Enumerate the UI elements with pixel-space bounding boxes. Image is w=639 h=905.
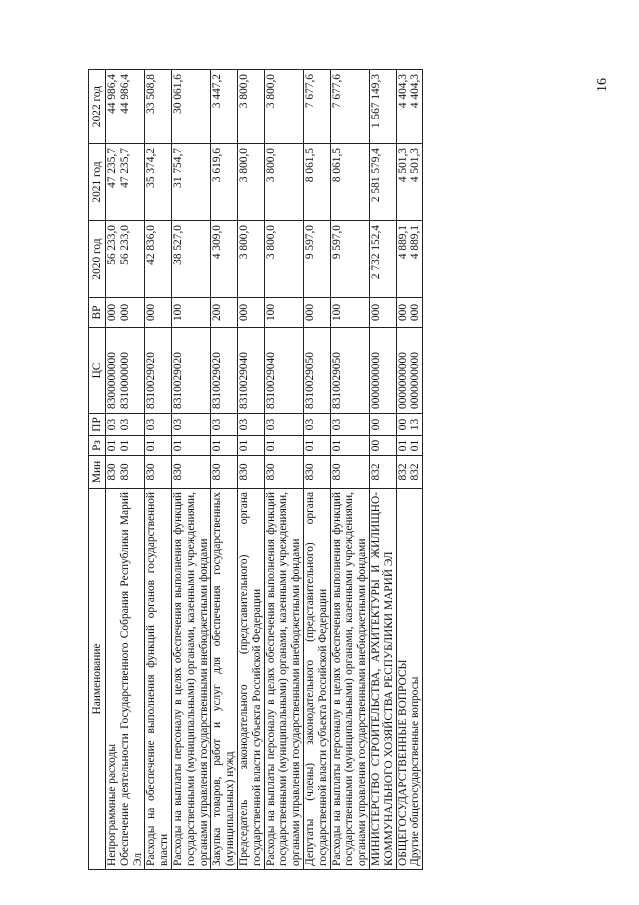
table-row xyxy=(264,70,303,870)
row-pr-line: 00 xyxy=(369,418,382,431)
row-2020-line: 9 597,0 xyxy=(330,225,343,260)
row-2021-cell xyxy=(171,144,210,221)
row-2020-cell xyxy=(106,221,145,298)
row-cs-cell xyxy=(264,328,303,414)
row-2021-line: 35 374,2 xyxy=(145,148,158,188)
row-min-cell xyxy=(211,456,238,489)
row-cs-line: 8310029050 xyxy=(330,352,343,409)
row-vr-line: 100 xyxy=(171,303,184,322)
row-2020-cell xyxy=(211,221,238,298)
row-name-cell xyxy=(237,489,264,870)
row-2022-line: 1 567 149,3 xyxy=(369,74,382,129)
row-min-cell xyxy=(396,456,423,489)
row-2020-cell xyxy=(396,221,423,298)
row-min-line: 832 xyxy=(409,463,422,481)
row-cs-cell xyxy=(369,328,396,414)
row-min-line: 830 xyxy=(330,463,343,481)
row-pr-line: 03 xyxy=(118,418,131,431)
row-min-cell xyxy=(237,456,264,489)
row-min-line: 830 xyxy=(106,463,118,481)
row-cs-cell xyxy=(106,328,145,414)
row-2022-cell xyxy=(106,70,145,144)
row-2022-cell xyxy=(396,70,423,144)
row-name-line: Обеспечение деятельности Государственного Собрания Республики Марий Эл xyxy=(118,492,144,866)
row-pr-line: 03 xyxy=(237,418,250,431)
row-pr-cell xyxy=(171,414,210,436)
row-rz-cell xyxy=(396,436,423,456)
row-pr-line: 03 xyxy=(171,418,184,431)
row-2020-line: 3 800,0 xyxy=(237,225,250,260)
row-vr-line: 000 xyxy=(303,303,316,322)
row-2021-cell xyxy=(396,144,423,221)
row-2020-line: 4 309,0 xyxy=(211,225,224,260)
row-rz-line: 01 xyxy=(145,439,158,452)
row-name-line: Расходы на выплаты персоналу в целях обеспечения выполнения функций государственными (муниципальными) органами, казенными учреждениями, органами управления государственными внебюджетными фондами xyxy=(171,492,210,866)
row-2022-cell xyxy=(237,70,264,144)
row-cs-line: 0000000000 xyxy=(369,352,382,409)
row-pr-line: 03 xyxy=(145,418,158,431)
header-2021: 2021 год xyxy=(89,144,106,221)
row-name-line: Другие общегосударственные вопросы xyxy=(409,676,422,866)
row-cs-cell xyxy=(330,328,369,414)
row-vr-cell xyxy=(145,298,172,328)
row-pr-line: 00 xyxy=(396,418,409,431)
row-pr-line: 13 xyxy=(409,418,422,431)
table-row xyxy=(396,70,423,870)
row-pr-cell xyxy=(264,414,303,436)
row-2020-line: 4 889,1 xyxy=(396,225,409,260)
row-2021-cell xyxy=(303,144,330,221)
row-2020-cell xyxy=(303,221,330,298)
row-pr-line: 03 xyxy=(303,418,316,431)
row-vr-cell xyxy=(264,298,303,328)
header-name: Наименование xyxy=(89,489,106,870)
row-2022-line: 33 508,8 xyxy=(145,74,158,114)
header-row xyxy=(89,70,106,870)
row-2021-line: 8 061,5 xyxy=(330,148,343,183)
row-2021-cell xyxy=(145,144,172,221)
row-2022-line: 3 800,0 xyxy=(264,74,277,109)
row-2022-cell xyxy=(330,70,369,144)
row-rz-cell xyxy=(237,436,264,456)
row-name-line: Расходы на выплаты персоналу в целях обеспечения выполнения функций государственными (муниципальными) органами, казенными учреждениями, органами управления государственными внебюджетными фондами xyxy=(330,492,369,866)
row-2020-cell xyxy=(237,221,264,298)
row-cs-line: 0000000000 xyxy=(409,352,422,409)
row-vr-cell xyxy=(396,298,423,328)
row-2020-line: 56 233,0 xyxy=(118,225,131,265)
row-min-cell xyxy=(145,456,172,489)
header-pr: ПР xyxy=(89,414,106,436)
row-2022-line: 4 404,3 xyxy=(409,74,422,109)
row-name-line: ОБЩЕГОСУДАРСТВЕННЫЕ ВОПРОСЫ xyxy=(396,659,409,866)
row-pr-line: 03 xyxy=(264,418,277,431)
row-pr-cell xyxy=(330,414,369,436)
row-name-line: Закупка товаров, работ и услуг для обеспечения государственных (муниципальных) нужд xyxy=(211,492,237,866)
row-rz-cell xyxy=(106,436,145,456)
row-2022-cell xyxy=(264,70,303,144)
row-vr-cell xyxy=(330,298,369,328)
row-2022-line: 4 404,3 xyxy=(396,74,409,109)
row-2021-line: 8 061,5 xyxy=(303,148,316,183)
page-number: 16 xyxy=(595,78,610,92)
row-2021-cell xyxy=(106,144,145,221)
row-min-cell xyxy=(171,456,210,489)
row-cs-line: 8310029020 xyxy=(145,352,158,409)
row-2022-cell xyxy=(171,70,210,144)
row-vr-line: 000 xyxy=(409,303,422,322)
row-vr-line: 100 xyxy=(330,303,343,322)
row-vr-cell xyxy=(171,298,210,328)
header-cs: ЦС xyxy=(89,328,106,414)
row-2021-line: 2 581 579,4 xyxy=(369,148,382,203)
rotated-page xyxy=(88,70,538,870)
row-cs-line: 8310000000 xyxy=(118,352,131,409)
row-min-line: 832 xyxy=(396,463,409,481)
row-cs-line: 0000000000 xyxy=(396,352,409,409)
row-rz-line: 01 xyxy=(396,439,409,452)
row-rz-cell xyxy=(264,436,303,456)
row-pr-line: 03 xyxy=(211,418,224,431)
row-2022-line: 44 986,4 xyxy=(118,74,131,114)
row-2021-cell xyxy=(237,144,264,221)
row-rz-line: 01 xyxy=(330,439,343,452)
row-2021-line: 3 800,0 xyxy=(264,148,277,183)
row-rz-cell xyxy=(171,436,210,456)
row-name-cell xyxy=(303,489,330,870)
table-row xyxy=(171,70,210,870)
row-cs-cell xyxy=(211,328,238,414)
row-2020-line: 3 800,0 xyxy=(264,225,277,260)
row-2020-line: 56 233,0 xyxy=(106,225,118,265)
row-vr-line: 000 xyxy=(369,303,382,322)
row-min-cell xyxy=(330,456,369,489)
row-cs-line: 8310029020 xyxy=(211,352,224,409)
table-body xyxy=(106,70,423,870)
row-2021-line: 4 501,3 xyxy=(396,148,409,183)
row-2020-line: 38 527,0 xyxy=(171,225,184,265)
row-name-cell xyxy=(396,489,423,870)
row-rz-line: 01 xyxy=(106,439,118,452)
row-rz-line: 01 xyxy=(171,439,184,452)
row-2020-cell xyxy=(330,221,369,298)
row-2021-cell xyxy=(264,144,303,221)
row-2020-cell xyxy=(171,221,210,298)
row-2020-line: 2 732 152,4 xyxy=(369,225,382,280)
row-min-line: 830 xyxy=(264,463,277,481)
row-vr-line: 000 xyxy=(237,303,250,322)
row-name-cell xyxy=(369,489,396,870)
row-pr-line: 03 xyxy=(330,418,343,431)
row-min-line: 830 xyxy=(171,463,184,481)
row-vr-line: 200 xyxy=(211,303,224,322)
row-min-cell xyxy=(264,456,303,489)
row-min-cell xyxy=(303,456,330,489)
row-cs-cell xyxy=(237,328,264,414)
row-vr-line: 000 xyxy=(106,303,118,322)
row-2022-line: 7 677,6 xyxy=(303,74,316,109)
row-name-cell xyxy=(264,489,303,870)
table-row xyxy=(369,70,396,870)
row-rz-line: 00 xyxy=(369,439,382,452)
row-rz-cell xyxy=(330,436,369,456)
row-min-line: 830 xyxy=(145,463,158,481)
row-cs-line: 8310029050 xyxy=(303,352,316,409)
row-2021-cell xyxy=(369,144,396,221)
row-vr-cell xyxy=(237,298,264,328)
row-rz-cell xyxy=(303,436,330,456)
table-row xyxy=(237,70,264,870)
row-2021-line: 4 501,3 xyxy=(409,148,422,183)
row-rz-line: 01 xyxy=(409,439,422,452)
row-vr-cell xyxy=(211,298,238,328)
row-2022-line: 3 447,2 xyxy=(211,74,224,109)
row-min-cell xyxy=(369,456,396,489)
row-cs-line: 8310029040 xyxy=(237,352,250,409)
row-rz-line: 01 xyxy=(303,439,316,452)
row-min-cell xyxy=(106,456,145,489)
row-2020-line: 9 597,0 xyxy=(303,225,316,260)
row-pr-cell xyxy=(211,414,238,436)
row-vr-line: 000 xyxy=(145,303,158,322)
table-row xyxy=(303,70,330,870)
row-name-cell xyxy=(106,489,145,870)
row-name-cell xyxy=(145,489,172,870)
row-2022-cell xyxy=(211,70,238,144)
row-2022-line: 30 061,6 xyxy=(171,74,184,114)
header-2022: 2022 год xyxy=(89,70,106,144)
row-name-cell xyxy=(211,489,238,870)
row-min-line: 830 xyxy=(303,463,316,481)
row-vr-cell xyxy=(303,298,330,328)
row-2021-cell xyxy=(211,144,238,221)
row-pr-cell xyxy=(106,414,145,436)
row-2022-cell xyxy=(369,70,396,144)
row-2020-cell xyxy=(369,221,396,298)
budget-table xyxy=(88,69,423,870)
row-name-line: Непрограммные расходы xyxy=(106,744,118,866)
row-2022-cell xyxy=(303,70,330,144)
row-rz-line: 01 xyxy=(237,439,250,452)
row-2022-line: 7 677,6 xyxy=(330,74,343,109)
row-name-line: Депутаты (члены) законодательного (представительного) органа государственной власти субъекта Российской Федерации xyxy=(303,492,329,866)
row-rz-cell xyxy=(369,436,396,456)
row-min-line: 830 xyxy=(118,463,131,481)
row-vr-line: 000 xyxy=(396,303,409,322)
row-min-line: 832 xyxy=(369,463,382,481)
row-2021-line: 47 235,7 xyxy=(106,148,118,188)
row-pr-cell xyxy=(369,414,396,436)
header-2020: 2020 год xyxy=(89,221,106,298)
row-2021-line: 3 619,6 xyxy=(211,148,224,183)
row-2020-line: 42 836,0 xyxy=(145,225,158,265)
row-pr-cell xyxy=(303,414,330,436)
row-cs-line: 8310029020 xyxy=(171,352,184,409)
header-vr: ВР xyxy=(89,298,106,328)
row-vr-line: 000 xyxy=(118,303,131,322)
row-2020-cell xyxy=(264,221,303,298)
row-rz-cell xyxy=(211,436,238,456)
row-2021-line: 31 754,7 xyxy=(171,148,184,188)
row-cs-line: 8310029040 xyxy=(264,352,277,409)
header-min: Мин xyxy=(89,456,106,489)
row-cs-cell xyxy=(303,328,330,414)
row-min-line: 830 xyxy=(237,463,250,481)
header-rz: Рз xyxy=(89,436,106,456)
row-2021-cell xyxy=(330,144,369,221)
row-cs-cell xyxy=(396,328,423,414)
table-row xyxy=(106,70,145,870)
table-row xyxy=(211,70,238,870)
row-cs-line: 8300000000 xyxy=(106,352,118,409)
row-name-cell xyxy=(171,489,210,870)
row-2020-cell xyxy=(145,221,172,298)
row-pr-cell xyxy=(145,414,172,436)
row-vr-cell xyxy=(106,298,145,328)
row-name-line: Расходы на выплаты персоналу в целях обеспечения выполнения функций государственными (муниципальными) органами, казенными учреждениями, органами управления государственными внебюджетными фондами xyxy=(264,492,303,866)
row-2020-line: 4 889,1 xyxy=(409,225,422,260)
row-rz-cell xyxy=(145,436,172,456)
row-cs-cell xyxy=(145,328,172,414)
row-2022-cell xyxy=(145,70,172,144)
row-name-line: МИНИСТЕРСТВО СТРОИТЕЛЬСТВА, АРХИТЕКТУРЫ И ЖИЛИЩНО-КОММУНАЛЬНОГО ХОЗЯЙСТВА РЕСПУБЛИКИ МАРИЙ ЭЛ xyxy=(369,492,395,866)
row-pr-line: 03 xyxy=(106,418,118,431)
row-pr-cell xyxy=(396,414,423,436)
row-2021-line: 47 235,7 xyxy=(118,148,131,188)
row-name-line: Расходы на обеспечение выполнения функций органов государственной власти xyxy=(145,492,171,866)
row-vr-cell xyxy=(369,298,396,328)
row-2022-line: 3 800,0 xyxy=(237,74,250,109)
row-pr-cell xyxy=(237,414,264,436)
row-rz-line: 01 xyxy=(264,439,277,452)
row-name-line: Председатель законодательного (представительного) органа государственной власти субъекта Российской Федерации xyxy=(237,492,263,866)
row-min-line: 830 xyxy=(211,463,224,481)
row-vr-line: 100 xyxy=(264,303,277,322)
row-name-cell xyxy=(330,489,369,870)
table-row xyxy=(145,70,172,870)
row-rz-line: 01 xyxy=(118,439,131,452)
table-row xyxy=(330,70,369,870)
row-cs-cell xyxy=(171,328,210,414)
row-2021-line: 3 800,0 xyxy=(237,148,250,183)
row-rz-line: 01 xyxy=(211,439,224,452)
row-2022-line: 44 986,4 xyxy=(106,74,118,114)
